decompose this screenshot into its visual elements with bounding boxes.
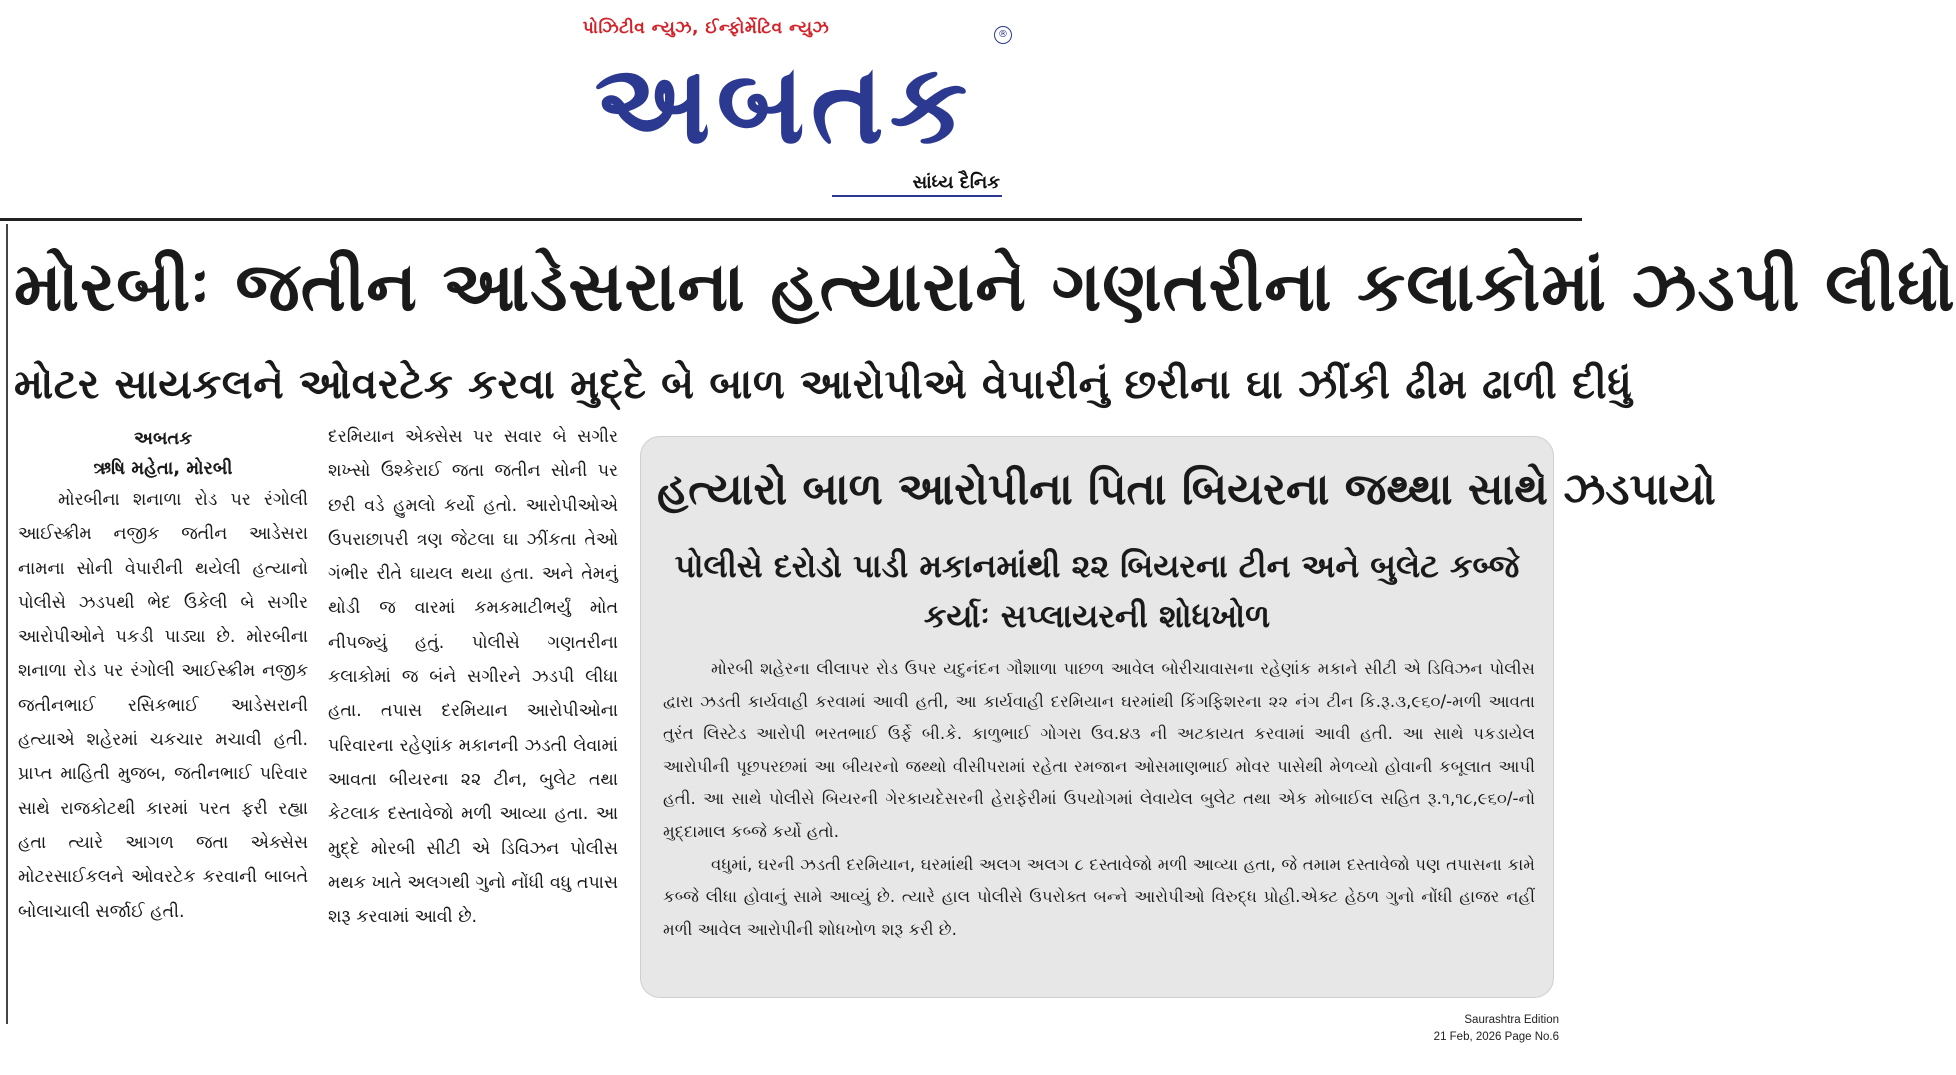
page-footer: [1434, 1012, 1559, 1046]
masthead: [0, 0, 1597, 215]
byline-author: ઋષિ મહેતા, મોરબી: [93, 458, 233, 479]
sidebar-story-title: હત્યારો બાળ આરોપીના પિતા બિયરના જથ્થા સાથે ઝડપાયો: [657, 464, 1716, 515]
sidebar-story-body: [663, 653, 1535, 946]
sidebar-story-box: [640, 436, 1716, 998]
sidebar-story-subtitle: પોલીસે દરોડો પાડી મકાનમાંથી ૨૨ બિયરના ટીન અને બુલેટ કબ્જે કર્યાઃ સપ્લાયરની શોધખોળ: [674, 547, 1520, 635]
byline: [18, 424, 308, 484]
registered-mark-icon: ®: [994, 26, 1012, 44]
article-column-1: [18, 483, 308, 929]
subtitle-underline: [832, 195, 1002, 197]
page-left-border: [6, 224, 8, 1024]
newspaper-logo: અબતક: [594, 40, 974, 168]
edition-label: Saurashtra Edition: [1464, 1014, 1559, 1026]
masthead-tagline: પોઝિટીવ ન્યુઝ, ઈન્ફોર્મેટિવ ન્યુઝ: [582, 18, 830, 38]
article-subheadline: મોટર સાયકલને ઓવરટેક કરવા મુદ્દે બે બાળ આરોપીએ વેપારીનું છરીના ઘા ઝીંકી ઢીમ ઢાળી દીધું: [14, 360, 1633, 408]
article-column-2-text: દરમિયાન એક્સેસ પર સવાર બે સગીર શખ્સો ઉશ્કેરાઈ જતા જતીન સોની પર છરી વડે હુમલો કર્યો હતો. આરોપીઓએ ઉપરાછાપરી ત્રણ જેટલા ઘા ઝીંકતા તેઓ ગંભીર રીતે ઘાયલ થયા હતા. અને તેમનું થોડી જ વારમાં કમકમાટીભર્યું મોત નીપજ્યું હતું. પોલીસે ગણતરીના કલાકોમાં જ બંને સગીરને ઝડપી લીધા હતા. તપાસ દરમિયાન આરોપીઓના પરિવારના રહેણાંક મકાનની ઝડતી લેવામાં આવતા બીયરના ૨૨ ટીન, બુલેટ તથા કેટલાક દસ્તાવેજો મળી આવ્યા હતા. આ મુદ્દે મોરબી સીટી એ ડિવિઝન પોલીસ મથક ખાતે અલગથી ગુનો નોંધી વધુ તપાસ શરૂ કરવામાં આવી છે.: [328, 427, 618, 928]
byline-source: અબતક: [133, 428, 193, 449]
article-column-2: [328, 420, 618, 934]
masthead-divider: [0, 218, 1582, 221]
date-page-label: 21 Feb, 2026 Page No.6: [1433, 1031, 1559, 1043]
article-headline: મોરબીઃ જતીન આડેસરાના હત્યારાને ગણતરીના કલાકોમાં ઝડપી લીધો: [14, 248, 1956, 327]
article-column-1-text: મોરબીના શનાળા રોડ પર રંગોલી આઈસ્ક્રીમ નજીક જતીન આડેસરા નામના સોની વેપારીની થયેલી હત્યાનો પોલીસે ઝડપથી ભેદ ઉકેલી બે સગીર આરોપીઓને પકડી પાડ્યા છે. મોરબીના શનાળા રોડ પર રંગોલી આઈસ્ક્રીમ નજીક જતીનભાઈ રસિકભાઈ આડેસરાની હત્યાએ શહેરમાં ચકચાર મચાવી હતી. પ્રાપ્ત માહિતી મુજબ, જતીનભાઈ પરિવાર સાથે રાજકોટથી કારમાં પરત ફરી રહ્યા હતા ત્યારે આગળ જતા એક્સેસ મોટરસાઈકલને ઓવરટેક કરવાની બાબતે બોલાચાલી સર્જાઈ હતી.: [18, 490, 308, 922]
masthead-subtitle: સાંધ્ય દૈનિક: [912, 172, 1000, 193]
sidebar-paragraph-1: મોરબી શહેરના લીલાપર રોડ ઉપર યદુનંદન ગૌશાળા પાછળ આવેલ બોરીચાવાસના રહેણાંક મકાને સીટી એ ડિવિઝન પોલીસ દ્વારા ઝડતી કાર્યવાહી કરવામાં આવી હતી, આ કાર્યવાહી દરમિયાન ઘરમાંથી કિંગફિશરના ૨૨ નંગ ટીન કિ.રૂ.૩,૯૬૦/-મળી આવતા તુરંત લિસ્ટેડ આરોપી ભરતભાઈ ઉર્ફે બી.કે. કાળુભાઈ ગોગરા ઉવ.૪૩ ની અટકાયત કરવામાં આવી હતી. આ સાથે પકડાયેલ આરોપીની પૂછપરછમાં આ બીયરનો જથ્થો વીસીપરામાં રહેતા રમજાન ઓસમાણભાઈ મોવર પાસેથી મેળવ્યો હોવાની કબૂલાત આપી હતી. આ સાથે પોલીસે બિયરની ગેરકાયદેસરની હેરાફેરીમાં ઉપયોગમાં લેવાયેલ બુલેટ તથા એક મોબાઈલ સહિત રૂ.૧,૧૮,૯૬૦/-નો મુદ્દામાલ કબ્જે કર્યો હતો.: [663, 659, 1535, 841]
sidebar-paragraph-2: વધુમાં, ઘરની ઝડતી દરમિયાન, ઘરમાંથી અલગ અલગ ૮ દસ્તાવેજો મળી આવ્યા હતા, જે તમામ દસ્તાવેજો પણ તપાસના કામે કબ્જે લીધા હોવાનું સામે આવ્યું છે. ત્યારે હાલ પોલીસે ઉપરોક્ત બન્ને આરોપીઓ વિરુદ્ધ પ્રોહી.એક્ટ હેઠળ ગુનો નોંધી હાજર નહીં મળી આવેલ આરોપીની શોધખોળ શરૂ કરી છે.: [663, 854, 1535, 939]
